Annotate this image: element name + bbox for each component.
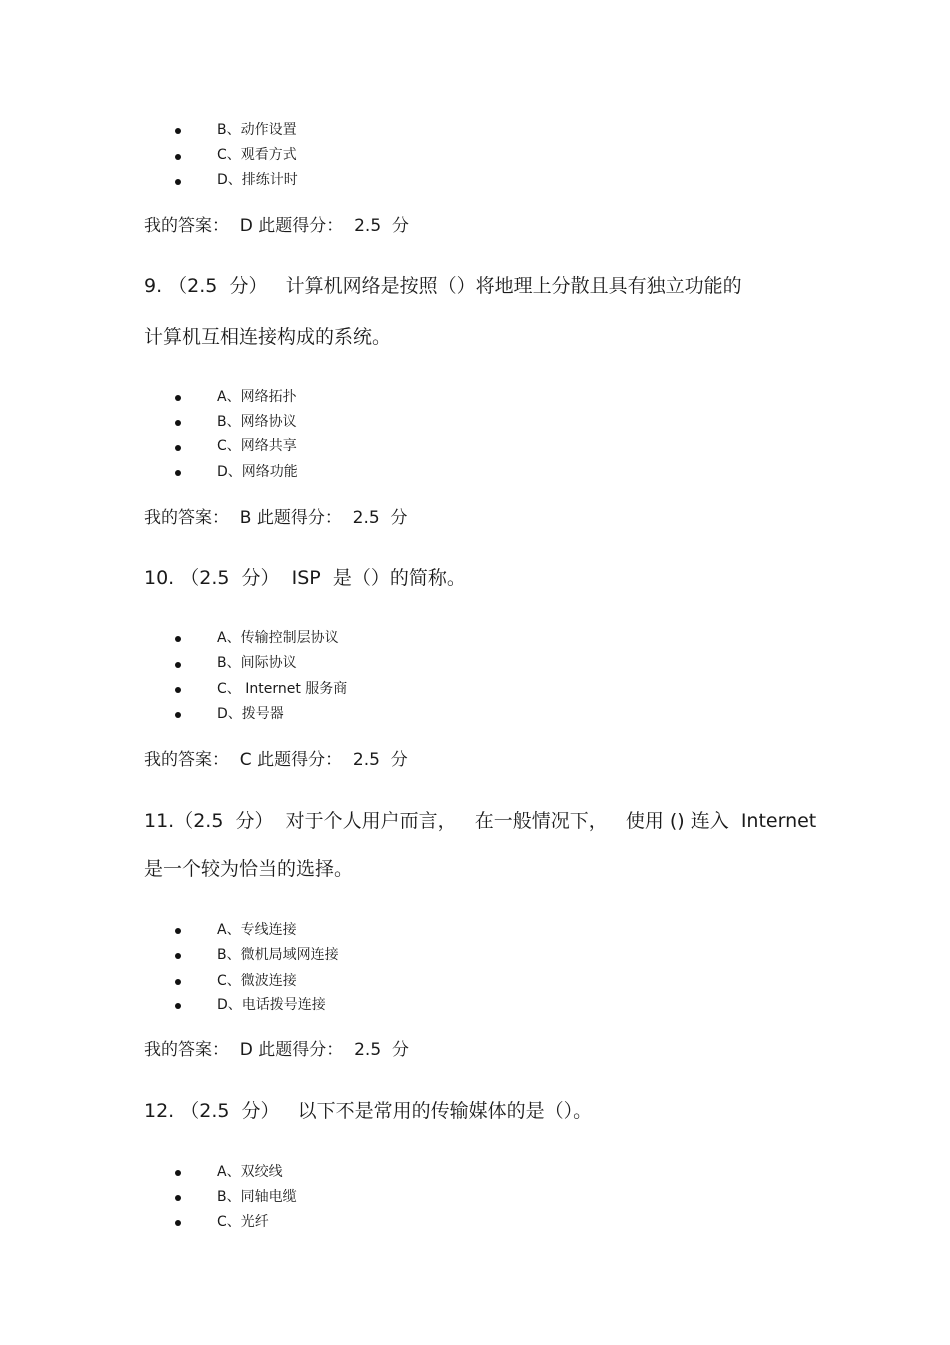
option-item: B、间际协议 bbox=[217, 655, 297, 671]
option-item: D、电话拨号连接 bbox=[217, 997, 326, 1013]
my-answer: 我的答案： B 此题得分： 2.5 分 bbox=[144, 508, 408, 528]
question-text: 12. （2.5 分） 以下不是常用的传输媒体的是（）。 bbox=[144, 1100, 593, 1122]
my-answer: 我的答案： D 此题得分： 2.5 分 bbox=[144, 1040, 409, 1060]
option-item: B、动作设置 bbox=[217, 122, 297, 138]
option-item: B、同轴电缆 bbox=[217, 1189, 297, 1205]
question-text-continued: 是一个较为恰当的选择。 bbox=[144, 858, 354, 880]
option-item: B、微机局域网连接 bbox=[217, 947, 339, 963]
bullet-icon bbox=[175, 1003, 181, 1009]
option-item: C、网络共享 bbox=[217, 438, 297, 454]
option-item: C、微波连接 bbox=[217, 973, 297, 989]
my-answer: 我的答案： C 此题得分： 2.5 分 bbox=[144, 750, 408, 770]
option-item: C、 Internet 服务商 bbox=[217, 681, 348, 697]
bullet-icon bbox=[175, 687, 181, 693]
bullet-icon bbox=[175, 979, 181, 985]
bullet-icon bbox=[175, 445, 181, 451]
option-item: B、网络协议 bbox=[217, 414, 297, 430]
option-item: A、传输控制层协议 bbox=[217, 630, 339, 646]
bullet-icon bbox=[175, 395, 181, 401]
bullet-icon bbox=[175, 128, 181, 134]
option-item: C、观看方式 bbox=[217, 147, 297, 163]
question-text: 11.（2.5 分） 对于个人用户而言， 在一般情况下， 使用 () 连入 Internet bbox=[144, 810, 817, 832]
bullet-icon bbox=[175, 1195, 181, 1201]
bullet-icon bbox=[175, 662, 181, 668]
option-item: A、网络拓扑 bbox=[217, 389, 297, 405]
option-item: D、网络功能 bbox=[217, 464, 298, 480]
bullet-icon bbox=[175, 928, 181, 934]
bullet-icon bbox=[175, 636, 181, 642]
bullet-icon bbox=[175, 1170, 181, 1176]
bullet-icon bbox=[175, 953, 181, 959]
question-text: 9. （2.5 分） 计算机网络是按照（）将地理上分散且具有独立功能的 bbox=[144, 275, 742, 297]
bullet-icon bbox=[175, 154, 181, 160]
bullet-icon bbox=[175, 470, 181, 476]
option-item: D、排练计时 bbox=[217, 172, 298, 188]
bullet-icon bbox=[175, 1220, 181, 1226]
option-item: A、双绞线 bbox=[217, 1164, 283, 1180]
option-item: C、光纤 bbox=[217, 1214, 269, 1230]
my-answer: 我的答案： D 此题得分： 2.5 分 bbox=[144, 216, 409, 236]
bullet-icon bbox=[175, 420, 181, 426]
question-text: 10. （2.5 分） ISP 是（）的简称。 bbox=[144, 567, 466, 589]
bullet-icon bbox=[175, 712, 181, 718]
question-text-continued: 计算机互相连接构成的系统。 bbox=[144, 326, 392, 348]
option-item: D、拨号器 bbox=[217, 706, 284, 722]
option-item: A、专线连接 bbox=[217, 922, 297, 938]
bullet-icon bbox=[175, 179, 181, 185]
